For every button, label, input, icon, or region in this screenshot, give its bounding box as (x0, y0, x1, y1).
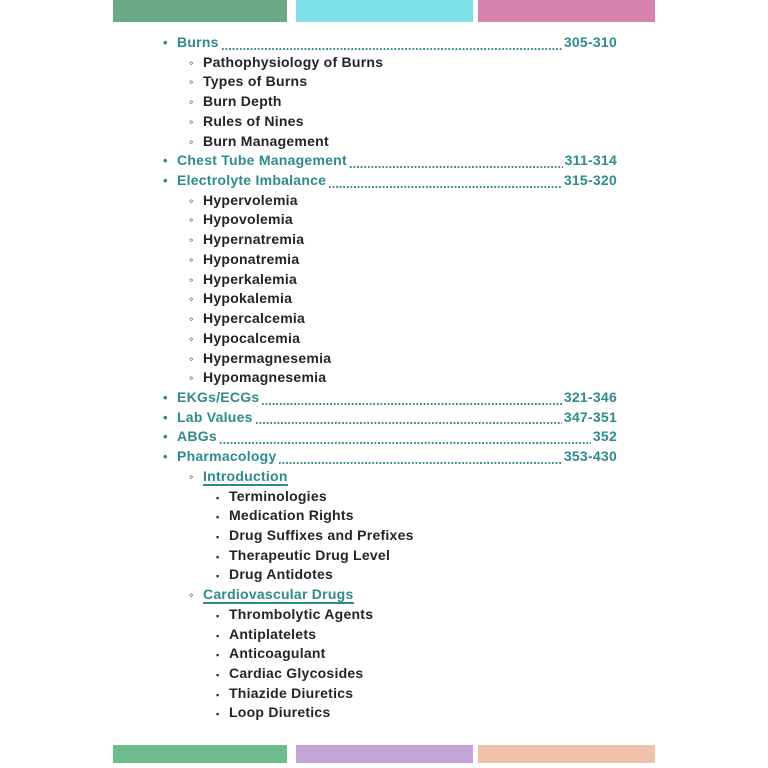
toc-entry-label: Hypocalcemia (203, 329, 301, 346)
toc-entry (163, 192, 617, 212)
circle-bullet-icon: ◦ (189, 252, 194, 267)
toc-entry[interactable] (163, 34, 617, 54)
toc-entry-label[interactable]: ABGs (177, 428, 217, 445)
toc-entry-label: Medication Rights (229, 507, 354, 524)
toc-entry (163, 251, 617, 271)
bottom-bar-purple (296, 745, 473, 763)
circle-bullet-icon: ◦ (189, 351, 194, 366)
filled-bullet-icon: • (163, 429, 168, 445)
filled-bullet-icon: • (163, 449, 168, 465)
toc-entry-label: Cardiac Glycosides (229, 665, 364, 681)
dotted-leader (349, 166, 563, 168)
toc-entry[interactable] (163, 389, 617, 409)
toc-entry-label: Loop Diuretics (229, 704, 331, 721)
dotted-leader (221, 48, 562, 50)
toc-entry-label: Antiplatelets (229, 625, 317, 642)
toc-entry-label: Pathophysiology of Burns (203, 53, 384, 70)
toc-entry (163, 211, 617, 231)
circle-bullet-icon: ◦ (189, 588, 194, 603)
toc-entry-label: Thiazide Diuretics (229, 684, 354, 701)
square-bullet-icon: ▪ (216, 709, 220, 720)
toc-entry (163, 527, 617, 547)
filled-bullet-icon: • (163, 35, 168, 50)
toc-entry (163, 606, 617, 626)
circle-bullet-icon: ◦ (189, 95, 194, 110)
bottom-bar-green (113, 745, 287, 763)
dotted-leader (219, 442, 591, 444)
bottom-bar-peach (478, 745, 655, 763)
top-decoration-bars (0, 0, 768, 22)
dotted-leader (255, 422, 562, 424)
circle-bullet-icon: ◦ (189, 371, 194, 386)
page-range: 347-351 (563, 408, 617, 425)
square-bullet-icon: ▪ (216, 551, 220, 562)
page-range: 311-314 (564, 152, 617, 169)
top-bar-cyan (296, 0, 473, 22)
toc-entry (163, 566, 617, 586)
toc-entry-label: Therapeutic Drug Level (229, 546, 391, 563)
toc-entry-label[interactable]: Chest Tube Management (177, 152, 347, 169)
toc-entry-label: Hypomagnesemia (203, 369, 327, 386)
dotted-leader (278, 462, 561, 464)
toc-entry[interactable] (163, 409, 617, 429)
square-bullet-icon: ▪ (216, 571, 220, 582)
toc-entry-label: Hypokalemia (203, 290, 293, 307)
page-range: 353-430 (563, 448, 617, 465)
toc-entry-label[interactable]: Burns (177, 34, 219, 50)
square-bullet-icon: ▪ (216, 610, 220, 621)
toc-entry (163, 133, 617, 153)
toc-entry-label: Burn Management (203, 132, 329, 149)
page-range: 321-346 (563, 388, 617, 405)
toc-entry-label: Drug Suffixes and Prefixes (229, 526, 414, 543)
toc-entry-label[interactable]: EKGs/ECGs (177, 388, 260, 405)
square-bullet-icon: ▪ (216, 630, 220, 641)
toc-entry (163, 231, 617, 251)
toc-entry-label: Hyponatremia (203, 250, 300, 267)
square-bullet-icon: ▪ (216, 512, 220, 523)
toc-entry-label: Hypervolemia (203, 191, 298, 208)
toc-entry (163, 93, 617, 113)
circle-bullet-icon: ◦ (189, 55, 194, 70)
circle-bullet-icon: ◦ (189, 233, 194, 248)
top-bar-green (113, 0, 287, 22)
toc-entry-label[interactable]: Electrolyte Imbalance (177, 172, 327, 189)
toc-entry-label: Hypermagnesemia (203, 349, 332, 366)
toc-entry-label: Thrombolytic Agents (229, 605, 374, 622)
toc-entry (163, 330, 617, 350)
square-bullet-icon: ▪ (216, 650, 220, 661)
circle-bullet-icon: ◦ (189, 312, 194, 327)
toc-entry-label[interactable]: Pharmacology (177, 448, 277, 465)
toc-entry-label: Rules of Nines (203, 112, 304, 129)
bottom-decoration-bars (0, 745, 768, 763)
toc-entry-label: Terminologies (229, 487, 327, 504)
filled-bullet-icon: • (163, 389, 168, 405)
circle-bullet-icon: ◦ (189, 292, 194, 307)
toc-entry[interactable] (163, 152, 617, 172)
toc-entry (163, 626, 617, 646)
table-of-contents (163, 34, 617, 724)
circle-bullet-icon: ◦ (189, 331, 194, 346)
toc-entry-label[interactable]: Introduction (203, 467, 288, 484)
toc-entry[interactable] (163, 468, 617, 488)
circle-bullet-icon: ◦ (189, 213, 194, 228)
circle-bullet-icon: ◦ (189, 114, 194, 129)
dotted-leader (328, 186, 562, 188)
circle-bullet-icon: ◦ (189, 193, 194, 208)
toc-entry (163, 54, 617, 74)
toc-entry (163, 271, 617, 291)
circle-bullet-icon: ◦ (189, 272, 194, 287)
toc-entry (163, 645, 617, 665)
toc-entry-label: Drug Antidotes (229, 566, 334, 583)
toc-entry (163, 685, 617, 705)
toc-entry (163, 369, 617, 389)
toc-entry-label: Hypernatremia (203, 231, 305, 248)
filled-bullet-icon: • (163, 173, 168, 189)
circle-bullet-icon: ◦ (189, 134, 194, 149)
toc-entry (163, 507, 617, 527)
square-bullet-icon: ▪ (216, 492, 220, 503)
filled-bullet-icon: • (163, 409, 168, 425)
toc-entry-label[interactable]: Cardiovascular Drugs (203, 586, 354, 603)
toc-entry[interactable] (163, 172, 617, 192)
square-bullet-icon: ▪ (216, 531, 220, 542)
toc-entry (163, 310, 617, 330)
toc-entry-label: Hyperkalemia (203, 270, 298, 287)
page-range: 305-310 (563, 34, 617, 50)
toc-entry (163, 350, 617, 370)
toc-entry (163, 704, 617, 724)
toc-entry-label: Types of Burns (203, 73, 308, 90)
top-bar-pink (478, 0, 655, 22)
toc-entry (163, 113, 617, 133)
toc-entry-label: Anticoagulant (229, 645, 326, 662)
toc-entry[interactable] (163, 586, 617, 606)
filled-bullet-icon: • (163, 153, 168, 169)
square-bullet-icon: ▪ (216, 689, 220, 700)
toc-entry[interactable] (163, 448, 617, 468)
toc-entry (163, 290, 617, 310)
toc-entry (163, 547, 617, 567)
toc-entry (163, 73, 617, 93)
toc-entry-label: Burn Depth (203, 93, 282, 110)
toc-entry[interactable] (163, 428, 617, 448)
toc-entry (163, 488, 617, 508)
circle-bullet-icon: ◦ (189, 75, 194, 90)
page-range: 352 (592, 428, 617, 445)
page-range: 315-320 (563, 172, 617, 189)
toc-entry-label[interactable]: Lab Values (177, 408, 253, 425)
toc-entry-label: Hypovolemia (203, 211, 293, 228)
toc-entry-label: Hypercalcemia (203, 310, 306, 327)
square-bullet-icon: ▪ (216, 670, 220, 680)
circle-bullet-icon: ◦ (189, 469, 194, 484)
toc-entry (163, 665, 617, 685)
dotted-leader (261, 403, 561, 405)
